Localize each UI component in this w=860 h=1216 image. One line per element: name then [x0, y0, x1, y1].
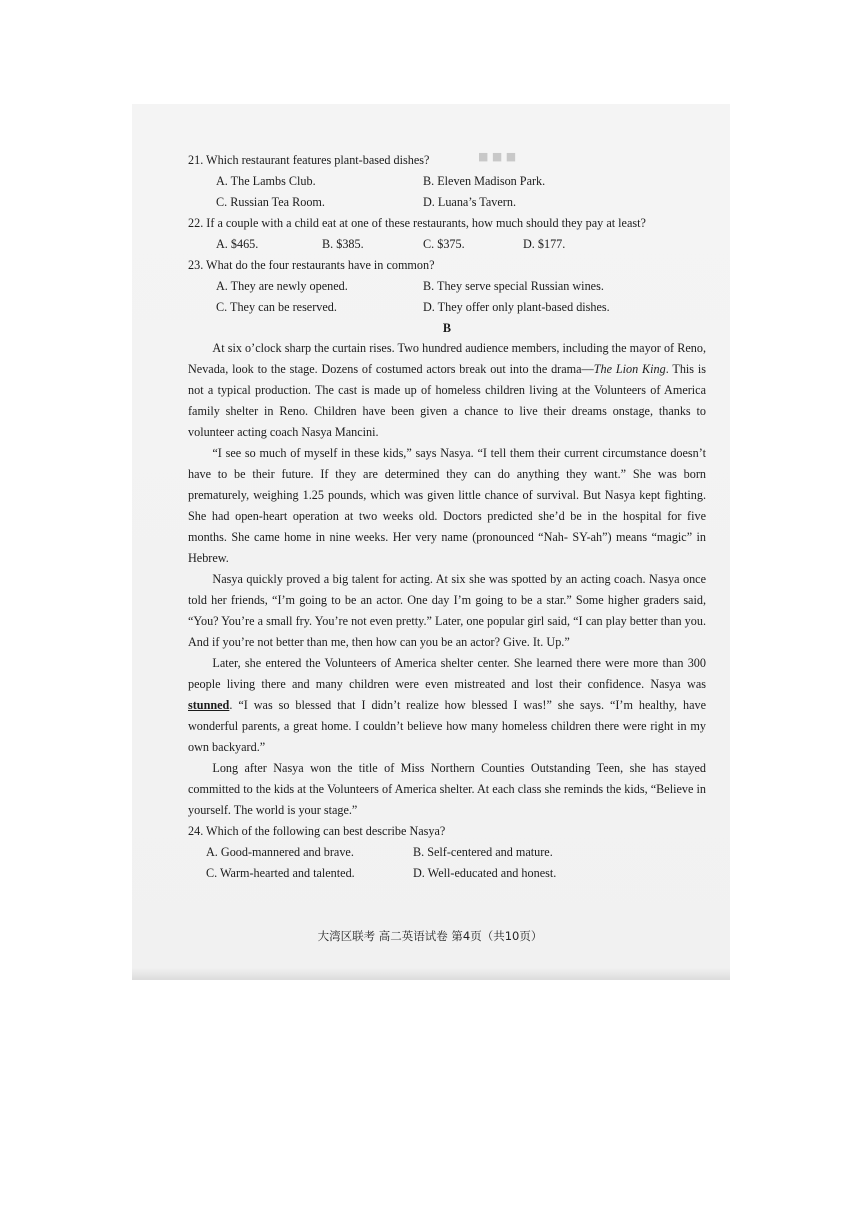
option-c: C. They can be reserved. [216, 300, 337, 314]
question-stem: 24. Which of the following can best describe Nasya? [188, 824, 446, 838]
option-b: B. They serve special Russian wines. [423, 279, 604, 293]
bleed-through-text: ■ ■ ■ [478, 150, 517, 163]
section-heading: B [442, 321, 452, 335]
question-21 [188, 150, 706, 213]
question-22 [188, 213, 706, 255]
option-a: A. $465. [216, 237, 259, 251]
passage-paragraph-2: “I see so much of myself in these kids,” says Nasya. “I tell them their current circumstance doesn’t have to be their future. If they are determined they can do anything they want.” She was born prematurely, weighing 1.25 pounds, which was given little chance of survival. But Nasya kept fighting. She had open-heart operation at two weeks old. Doctors predicted she’d be in the hospital for five months. She came home in nine weeks. Her very name (pronounced “Nah- SY-ah”) means “magic” in Hebrew. [188, 446, 706, 565]
option-b: B. Self-centered and mature. [413, 845, 553, 859]
option-d: D. Well-educated and honest. [413, 866, 557, 880]
passage-paragraph-3: Nasya quickly proved a big talent for acting. At six she was spotted by an acting coach. Nasya once told her friends, “I’m going to be an actor. One day I’m going to be a star.” Some higher graders said, “You? You’re a small fry. You’re not even pretty.” Later, one popular girl said, “I can play better than you. And if you’re not better than me, then how can you be an actor? Give. It. Up.” [188, 572, 706, 649]
option-a: A. Good-mannered and brave. [206, 845, 354, 859]
option-b: B. Eleven Madison Park. [423, 174, 546, 188]
paragraph-text: Later, she entered the Volunteers of America shelter center. She learned there were more than 300 people living there and many children were even mistreated and lost their confidence. Nasya was [188, 656, 706, 691]
play-title: The Lion King [593, 362, 666, 376]
passage-paragraph-4 [188, 653, 706, 758]
option-d: D. They offer only plant-based dishes. [423, 300, 610, 314]
option-d: D. $177. [523, 237, 566, 251]
option-a: A. They are newly opened. [216, 279, 348, 293]
option-c: C. Russian Tea Room. [216, 195, 325, 209]
option-d: D. Luana’s Tavern. [423, 195, 517, 209]
option-c: C. $375. [423, 237, 465, 251]
passage-paragraph-5: Long after Nasya won the title of Miss Northern Counties Outstanding Teen, she has stayed committed to the kids at the Volunteers of America shelter. At each class she reminds the kids, “Believe in yourself. The world is your stage.” [188, 761, 706, 817]
paragraph-text: . “I was so blessed that I didn’t realize how blessed I was!” she says. “I’m healthy, have wonderful parents, a great home. I couldn’t believe how many homeless children there were right in my own backyard.” [188, 698, 706, 754]
page-footer: 大湾区联考 高二英语试卷 第4页（共10页） [317, 929, 543, 943]
exam-page-content [188, 150, 706, 884]
passage-paragraph-1 [188, 338, 706, 443]
paragraph-text: . This is not a typical production. The cast is made up of homeless children living at the Volunteers of America family shelter in Reno. Children have been given a chance to live their dreams onstage, thanks to volunteer acting coach Nasya Mancini. [188, 362, 706, 439]
underlined-word: stunned [188, 698, 230, 712]
option-b: B. $385. [322, 237, 364, 251]
paper-edge [132, 968, 730, 980]
paragraph-text: At six o’clock sharp the curtain rises. Two hundred audience members, including the mayor of Reno, Nevada, look to the stage. Dozens of costumed actors break out into the drama— [188, 341, 706, 376]
option-a: A. The Lambs Club. [216, 174, 316, 188]
option-c: C. Warm-hearted and talented. [206, 866, 355, 880]
question-stem: 23. What do the four restaurants have in common? [188, 258, 435, 272]
question-stem: 21. Which restaurant features plant-based dishes? [188, 153, 430, 167]
question-23 [188, 255, 706, 318]
question-stem: 22. If a couple with a child eat at one of these restaurants, how much should they pay at least? [188, 216, 646, 230]
question-24 [188, 821, 706, 884]
